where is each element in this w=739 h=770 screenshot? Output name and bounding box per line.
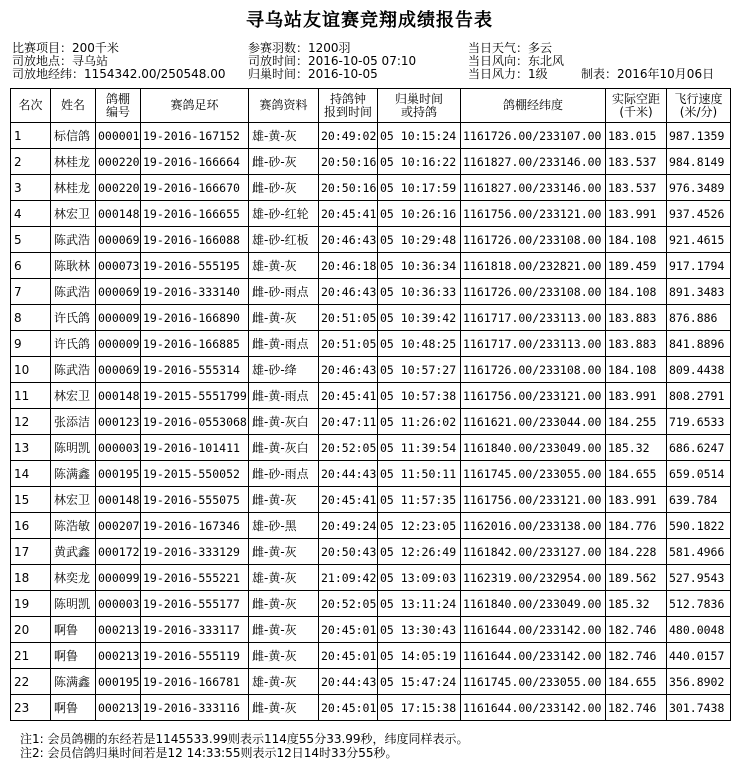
header-pigeon-info-line: 赛鸽资料 <box>259 98 308 112</box>
cell-speed: 921.4615 <box>667 227 731 253</box>
table-row <box>11 201 731 227</box>
cell-return-time: 05 10:36:33 <box>378 279 461 305</box>
cell-distance: 183.537 <box>606 149 667 175</box>
header-distance-line: (千米) <box>619 104 653 119</box>
cell-loft-id: 000099 <box>96 565 141 591</box>
info-wind-direction: 当日风向：东北风 <box>468 54 565 68</box>
cell-return-time: 05 10:48:25 <box>378 331 461 357</box>
cell-name: 标信鸽 <box>51 123 96 149</box>
cell-name: 林桂龙 <box>51 175 96 201</box>
table-row <box>11 253 731 279</box>
footnote-1: 注1: 会员鸽棚的东经若是1145533.99则表示114度55分33.99秒，纬度同样表示。 <box>20 732 469 746</box>
cell-pigeon-info: 雄-砂-绛 <box>249 357 319 383</box>
cell-distance: 182.746 <box>606 617 667 643</box>
table-row <box>11 227 731 253</box>
header-loft-id-line: 编号 <box>105 104 130 119</box>
info-return-time: 归巢时间：2016-10-05 <box>248 67 378 81</box>
cell-rank: 18 <box>11 565 51 591</box>
cell-clock-time: 20:44:43 <box>319 669 378 695</box>
cell-distance: 183.883 <box>606 305 667 331</box>
table-row <box>11 487 731 513</box>
cell-loft-id: 000069 <box>96 279 141 305</box>
cell-clock-time: 20:52:05 <box>319 435 378 461</box>
cell-distance: 183.883 <box>606 331 667 357</box>
info-release-coords: 司放地经纬：1154342.00/250548.00 <box>12 67 226 81</box>
cell-speed: 440.0157 <box>667 643 731 669</box>
cell-clock-time: 20:50:43 <box>319 539 378 565</box>
cell-distance: 184.228 <box>606 539 667 565</box>
cell-loft-coords: 1161644.00/233142.00 <box>461 643 606 669</box>
cell-name: 许氏鸽 <box>51 331 96 357</box>
cell-return-time: 05 12:23:05 <box>378 513 461 539</box>
header-ring-number-line: 赛鸽足环 <box>170 98 219 112</box>
cell-name: 林宏卫 <box>51 201 96 227</box>
cell-pigeon-info: 雄-黄-灰 <box>249 565 319 591</box>
cell-pigeon-info: 雌-黄-雨点 <box>249 331 319 357</box>
cell-return-time: 05 10:39:42 <box>378 305 461 331</box>
header-loft-coords-line: 鸽棚经纬度 <box>502 98 563 112</box>
cell-loft-coords: 1161842.00/233127.00 <box>461 539 606 565</box>
cell-loft-coords: 1161827.00/233146.00 <box>461 149 606 175</box>
cell-return-time: 05 15:47:24 <box>378 669 461 695</box>
cell-name: 林奕龙 <box>51 565 96 591</box>
cell-distance: 185.32 <box>606 435 667 461</box>
table-row <box>11 305 731 331</box>
cell-pigeon-info: 雌-黄-灰 <box>249 695 319 721</box>
cell-loft-coords: 1161840.00/233049.00 <box>461 435 606 461</box>
cell-return-time: 05 10:16:22 <box>378 149 461 175</box>
cell-ring-number: 19-2015-5551799 <box>141 383 249 409</box>
cell-loft-coords: 1161840.00/233049.00 <box>461 591 606 617</box>
cell-return-time: 05 10:57:38 <box>378 383 461 409</box>
cell-pigeon-info: 雄-砂-红轮 <box>249 201 319 227</box>
cell-loft-id: 000148 <box>96 383 141 409</box>
header-return-time-line: 或持鸽 <box>400 104 437 119</box>
cell-pigeon-info: 雄-黄-灰 <box>249 253 319 279</box>
header-speed-line: (米/分) <box>679 104 718 119</box>
table-row <box>11 331 731 357</box>
header-rank-line: 名次 <box>18 98 43 112</box>
header-distance-line: 实际空距 <box>611 91 660 106</box>
cell-name: 许氏鸽 <box>51 305 96 331</box>
table-row <box>11 617 731 643</box>
cell-loft-id: 000207 <box>96 513 141 539</box>
cell-ring-number: 19-2016-101411 <box>141 435 249 461</box>
cell-name: 陈明凯 <box>51 435 96 461</box>
cell-distance: 184.108 <box>606 227 667 253</box>
table-row <box>11 409 731 435</box>
cell-loft-id: 000220 <box>96 175 141 201</box>
cell-loft-coords: 1161726.00/233108.00 <box>461 279 606 305</box>
header-name-line: 姓名 <box>60 98 85 112</box>
cell-speed: 590.1822 <box>667 513 731 539</box>
cell-ring-number: 19-2016-166670 <box>141 175 249 201</box>
cell-ring-number: 19-2016-166664 <box>141 149 249 175</box>
cell-name: 陈武浩 <box>51 227 96 253</box>
cell-name: 陈满鑫 <box>51 461 96 487</box>
cell-loft-coords: 1161726.00/233107.00 <box>461 123 606 149</box>
cell-loft-id: 000195 <box>96 669 141 695</box>
cell-clock-time: 20:45:41 <box>319 201 378 227</box>
table-row <box>11 539 731 565</box>
cell-pigeon-info: 雌-砂-雨点 <box>249 461 319 487</box>
cell-rank: 10 <box>11 357 51 383</box>
cell-rank: 17 <box>11 539 51 565</box>
cell-name: 陈武浩 <box>51 279 96 305</box>
cell-pigeon-info: 雌-砂-灰 <box>249 149 319 175</box>
cell-return-time: 05 11:57:35 <box>378 487 461 513</box>
cell-rank: 20 <box>11 617 51 643</box>
cell-pigeon-info: 雄-黄-灰 <box>249 669 319 695</box>
cell-speed: 976.3489 <box>667 175 731 201</box>
cell-return-time: 05 10:26:16 <box>378 201 461 227</box>
cell-speed: 937.4526 <box>667 201 731 227</box>
cell-speed: 639.784 <box>667 487 731 513</box>
cell-loft-id: 000213 <box>96 617 141 643</box>
cell-pigeon-info: 雌-黄-灰 <box>249 643 319 669</box>
cell-name: 啊鲁 <box>51 617 96 643</box>
cell-rank: 16 <box>11 513 51 539</box>
cell-loft-id: 000003 <box>96 435 141 461</box>
cell-loft-coords: 1161644.00/233142.00 <box>461 695 606 721</box>
cell-clock-time: 20:51:05 <box>319 331 378 357</box>
cell-return-time: 05 11:39:54 <box>378 435 461 461</box>
cell-rank: 22 <box>11 669 51 695</box>
table-row <box>11 669 731 695</box>
cell-distance: 183.015 <box>606 123 667 149</box>
cell-ring-number: 19-2016-167152 <box>141 123 249 149</box>
cell-loft-coords: 1161621.00/233044.00 <box>461 409 606 435</box>
header-clock-time-line: 报到时间 <box>323 104 372 119</box>
table-row <box>11 123 731 149</box>
cell-name: 林宏卫 <box>51 487 96 513</box>
cell-clock-time: 20:46:43 <box>319 357 378 383</box>
cell-distance: 184.108 <box>606 357 667 383</box>
cell-distance: 183.991 <box>606 383 667 409</box>
cell-rank: 4 <box>11 201 51 227</box>
table-row <box>11 643 731 669</box>
cell-return-time: 05 11:50:11 <box>378 461 461 487</box>
cell-speed: 987.1359 <box>667 123 731 149</box>
cell-speed: 480.0048 <box>667 617 731 643</box>
cell-speed: 876.886 <box>667 305 731 331</box>
cell-clock-time: 20:49:02 <box>319 123 378 149</box>
cell-distance: 182.746 <box>606 695 667 721</box>
cell-clock-time: 20:51:05 <box>319 305 378 331</box>
cell-ring-number: 19-2016-555221 <box>141 565 249 591</box>
cell-clock-time: 20:46:43 <box>319 279 378 305</box>
cell-loft-coords: 1161717.00/233113.00 <box>461 331 606 357</box>
table-body <box>11 123 731 721</box>
cell-speed: 719.6533 <box>667 409 731 435</box>
cell-pigeon-info: 雌-黄-灰 <box>249 487 319 513</box>
cell-clock-time: 20:46:43 <box>319 227 378 253</box>
cell-ring-number: 19-2016-0553068 <box>141 409 249 435</box>
cell-distance: 185.32 <box>606 591 667 617</box>
cell-ring-number: 19-2016-555177 <box>141 591 249 617</box>
cell-loft-coords: 1161756.00/233121.00 <box>461 201 606 227</box>
cell-name: 林宏卫 <box>51 383 96 409</box>
header-return-time-line: 归巢时间 <box>394 91 443 106</box>
cell-loft-coords: 1161745.00/233055.00 <box>461 669 606 695</box>
table-row <box>11 175 731 201</box>
table-row <box>11 591 731 617</box>
cell-loft-coords: 1161756.00/233121.00 <box>461 383 606 409</box>
cell-distance: 189.562 <box>606 565 667 591</box>
cell-clock-time: 20:49:24 <box>319 513 378 539</box>
cell-rank: 6 <box>11 253 51 279</box>
header-speed-line: 飞行速度 <box>674 91 723 106</box>
cell-loft-id: 000195 <box>96 461 141 487</box>
cell-loft-id: 000148 <box>96 201 141 227</box>
info-release-time: 司放时间：2016-10-05 07:10 <box>248 54 417 68</box>
cell-name: 陈明凯 <box>51 591 96 617</box>
cell-loft-id: 000073 <box>96 253 141 279</box>
cell-clock-time: 20:45:41 <box>319 487 378 513</box>
cell-rank: 7 <box>11 279 51 305</box>
cell-loft-id: 000009 <box>96 305 141 331</box>
cell-loft-coords: 1161818.00/232821.00 <box>461 253 606 279</box>
cell-loft-coords: 1162016.00/233138.00 <box>461 513 606 539</box>
cell-return-time: 05 12:26:49 <box>378 539 461 565</box>
header-rank <box>11 89 51 123</box>
table-row <box>11 565 731 591</box>
cell-pigeon-info: 雄-黄-灰 <box>249 123 319 149</box>
cell-rank: 5 <box>11 227 51 253</box>
cell-speed: 356.8902 <box>667 669 731 695</box>
cell-ring-number: 19-2016-333116 <box>141 695 249 721</box>
header-loft-id-line: 鸽棚 <box>105 91 130 106</box>
cell-rank: 23 <box>11 695 51 721</box>
cell-rank: 3 <box>11 175 51 201</box>
cell-name: 陈浩敏 <box>51 513 96 539</box>
cell-return-time: 05 10:29:48 <box>378 227 461 253</box>
header-ring-number <box>141 89 249 123</box>
cell-distance: 184.255 <box>606 409 667 435</box>
cell-loft-id: 000003 <box>96 591 141 617</box>
cell-name: 黄武鑫 <box>51 539 96 565</box>
cell-clock-time: 20:50:16 <box>319 175 378 201</box>
cell-ring-number: 19-2015-550052 <box>141 461 249 487</box>
cell-rank: 2 <box>11 149 51 175</box>
cell-loft-id: 000069 <box>96 227 141 253</box>
cell-clock-time: 20:50:16 <box>319 149 378 175</box>
header-clock-time <box>319 89 378 123</box>
cell-rank: 13 <box>11 435 51 461</box>
cell-rank: 9 <box>11 331 51 357</box>
info-made-date: 制表：2016年10月06日 <box>581 67 715 81</box>
cell-rank: 15 <box>11 487 51 513</box>
cell-distance: 182.746 <box>606 643 667 669</box>
cell-return-time: 05 10:17:59 <box>378 175 461 201</box>
cell-ring-number: 19-2016-333117 <box>141 617 249 643</box>
cell-return-time: 05 10:36:34 <box>378 253 461 279</box>
cell-speed: 891.3483 <box>667 279 731 305</box>
cell-name: 张添洁 <box>51 409 96 435</box>
cell-rank: 8 <box>11 305 51 331</box>
cell-pigeon-info: 雌-砂-雨点 <box>249 279 319 305</box>
cell-speed: 917.1794 <box>667 253 731 279</box>
cell-ring-number: 19-2016-166890 <box>141 305 249 331</box>
cell-loft-id: 000213 <box>96 643 141 669</box>
cell-loft-coords: 1161726.00/233108.00 <box>461 357 606 383</box>
cell-speed: 809.4438 <box>667 357 731 383</box>
table-row <box>11 383 731 409</box>
cell-ring-number: 19-2016-166655 <box>141 201 249 227</box>
table-row <box>11 695 731 721</box>
cell-speed: 512.7836 <box>667 591 731 617</box>
cell-loft-id: 000172 <box>96 539 141 565</box>
header-distance <box>606 89 667 123</box>
cell-loft-id: 000213 <box>96 695 141 721</box>
table-row <box>11 279 731 305</box>
cell-loft-id: 000123 <box>96 409 141 435</box>
cell-name: 陈满鑫 <box>51 669 96 695</box>
cell-ring-number: 19-2016-167346 <box>141 513 249 539</box>
info-release-place: 司放地点：寻乌站 <box>12 54 109 68</box>
cell-rank: 14 <box>11 461 51 487</box>
cell-clock-time: 20:45:01 <box>319 695 378 721</box>
cell-ring-number: 19-2016-166088 <box>141 227 249 253</box>
table-header-row <box>11 89 731 123</box>
cell-loft-id: 000220 <box>96 149 141 175</box>
cell-speed: 841.8896 <box>667 331 731 357</box>
cell-loft-coords: 1161745.00/233055.00 <box>461 461 606 487</box>
cell-distance: 183.991 <box>606 487 667 513</box>
results-table <box>10 88 731 721</box>
cell-name: 陈武浩 <box>51 357 96 383</box>
cell-return-time: 05 10:15:24 <box>378 123 461 149</box>
info-wind-force: 当日风力：1级 <box>468 67 548 81</box>
cell-pigeon-info: 雄-砂-黑 <box>249 513 319 539</box>
table-row <box>11 461 731 487</box>
cell-speed: 659.0514 <box>667 461 731 487</box>
cell-pigeon-info: 雌-黄-灰 <box>249 591 319 617</box>
cell-clock-time: 20:45:01 <box>319 617 378 643</box>
cell-ring-number: 19-2016-333129 <box>141 539 249 565</box>
cell-pigeon-info: 雌-黄-灰白 <box>249 409 319 435</box>
cell-distance: 184.655 <box>606 669 667 695</box>
cell-return-time: 05 13:30:43 <box>378 617 461 643</box>
report-title: 寻乌站友谊赛竞翔成绩报告表 <box>246 10 493 31</box>
cell-loft-coords: 1161644.00/233142.00 <box>461 617 606 643</box>
header-speed <box>667 89 731 123</box>
table-row <box>11 357 731 383</box>
cell-loft-coords: 1161717.00/233113.00 <box>461 305 606 331</box>
info-weather: 当日天气：多云 <box>468 41 553 55</box>
cell-ring-number: 19-2016-166885 <box>141 331 249 357</box>
cell-name: 啊鲁 <box>51 643 96 669</box>
cell-loft-id: 000069 <box>96 357 141 383</box>
footnote-2: 注2: 会员信鸽归巢时间若是12 14:33:55则表示12日14时33分55秒。 <box>20 746 398 760</box>
cell-loft-id: 000148 <box>96 487 141 513</box>
cell-ring-number: 19-2016-555195 <box>141 253 249 279</box>
cell-return-time: 05 14:05:19 <box>378 643 461 669</box>
cell-clock-time: 20:46:18 <box>319 253 378 279</box>
cell-rank: 12 <box>11 409 51 435</box>
cell-clock-time: 20:52:05 <box>319 591 378 617</box>
cell-return-time: 05 13:11:24 <box>378 591 461 617</box>
cell-clock-time: 20:44:43 <box>319 461 378 487</box>
cell-pigeon-info: 雌-黄-灰 <box>249 305 319 331</box>
cell-distance: 184.776 <box>606 513 667 539</box>
cell-pigeon-info: 雌-黄-灰白 <box>249 435 319 461</box>
cell-loft-id: 000001 <box>96 123 141 149</box>
cell-distance: 183.991 <box>606 201 667 227</box>
header-return-time <box>378 89 461 123</box>
cell-ring-number: 19-2016-555314 <box>141 357 249 383</box>
cell-ring-number: 19-2016-555119 <box>141 643 249 669</box>
header-loft-coords <box>461 89 606 123</box>
cell-distance: 184.655 <box>606 461 667 487</box>
table-row <box>11 435 731 461</box>
cell-name: 陈耿林 <box>51 253 96 279</box>
cell-speed: 686.6247 <box>667 435 731 461</box>
cell-ring-number: 19-2016-166781 <box>141 669 249 695</box>
info-race-item: 比赛项目：200千米 <box>12 41 119 55</box>
cell-return-time: 05 13:09:03 <box>378 565 461 591</box>
header-clock-time-line: 持鸽钟 <box>329 91 366 106</box>
cell-rank: 11 <box>11 383 51 409</box>
cell-speed: 808.2791 <box>667 383 731 409</box>
cell-clock-time: 20:45:41 <box>319 383 378 409</box>
cell-pigeon-info: 雌-黄-雨点 <box>249 383 319 409</box>
cell-ring-number: 19-2016-333140 <box>141 279 249 305</box>
cell-loft-coords: 1161756.00/233121.00 <box>461 487 606 513</box>
cell-distance: 189.459 <box>606 253 667 279</box>
cell-rank: 21 <box>11 643 51 669</box>
cell-speed: 527.9543 <box>667 565 731 591</box>
header-pigeon-info <box>249 89 319 123</box>
cell-distance: 183.537 <box>606 175 667 201</box>
cell-speed: 301.7438 <box>667 695 731 721</box>
cell-ring-number: 19-2016-555075 <box>141 487 249 513</box>
header-name <box>51 89 96 123</box>
cell-clock-time: 20:47:11 <box>319 409 378 435</box>
cell-return-time: 05 11:26:02 <box>378 409 461 435</box>
cell-distance: 184.108 <box>606 279 667 305</box>
cell-loft-coords: 1161726.00/233108.00 <box>461 227 606 253</box>
footnotes <box>20 732 469 760</box>
table-row <box>11 513 731 539</box>
cell-return-time: 05 10:57:27 <box>378 357 461 383</box>
cell-loft-coords: 1162319.00/232954.00 <box>461 565 606 591</box>
cell-speed: 984.8149 <box>667 149 731 175</box>
cell-pigeon-info: 雌-黄-灰 <box>249 617 319 643</box>
cell-clock-time: 21:09:42 <box>319 565 378 591</box>
cell-loft-coords: 1161827.00/233146.00 <box>461 175 606 201</box>
info-entries: 参赛羽数：1200羽 <box>248 41 351 55</box>
cell-loft-id: 000009 <box>96 331 141 357</box>
cell-name: 啊鲁 <box>51 695 96 721</box>
cell-pigeon-info: 雌-砂-灰 <box>249 175 319 201</box>
cell-pigeon-info: 雄-砂-红板 <box>249 227 319 253</box>
cell-speed: 581.4966 <box>667 539 731 565</box>
table-row <box>11 149 731 175</box>
cell-pigeon-info: 雌-黄-灰 <box>249 539 319 565</box>
header-loft-id <box>96 89 141 123</box>
cell-return-time: 05 17:15:38 <box>378 695 461 721</box>
cell-rank: 1 <box>11 123 51 149</box>
cell-name: 林桂龙 <box>51 149 96 175</box>
cell-clock-time: 20:45:01 <box>319 643 378 669</box>
cell-rank: 19 <box>11 591 51 617</box>
